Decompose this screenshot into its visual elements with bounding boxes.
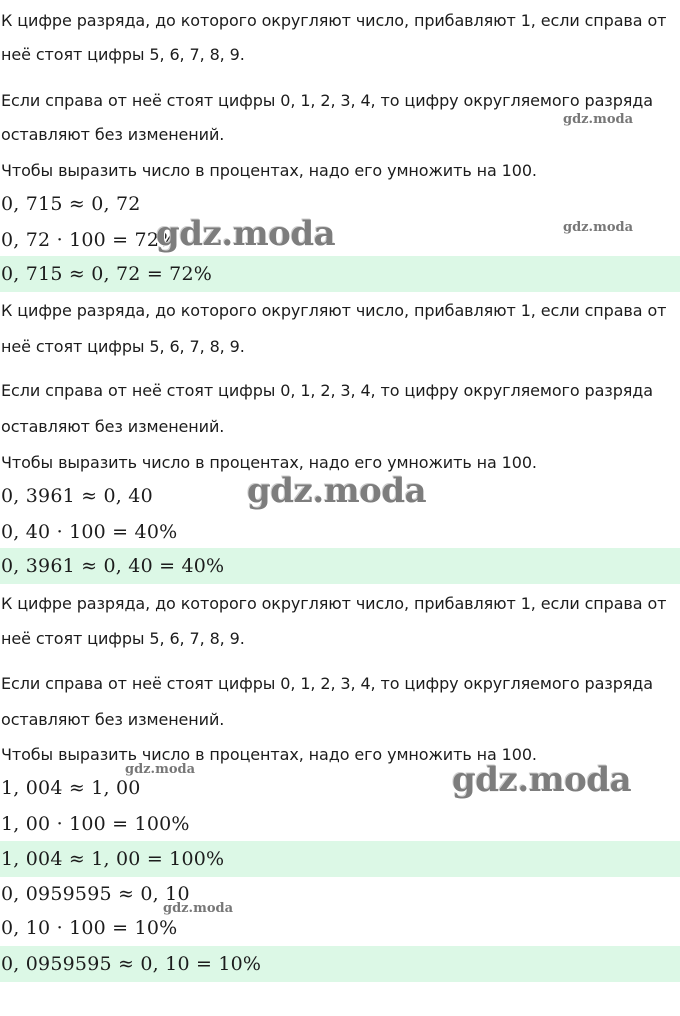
watermark-logo: gdz.moda xyxy=(563,220,634,235)
step-percent: 0, 72 · 100 = 72% xyxy=(1,229,178,251)
step-percent: 1, 00 · 100 = 100% xyxy=(1,813,190,835)
watermark-logo: gdz.moda xyxy=(563,112,634,127)
rule-percent: Чтобы выразить число в процентах, надо его умножить на 100. xyxy=(1,452,537,472)
rule-keep-line-2: оставляют без изменений. xyxy=(1,416,225,436)
rule-round-up-line-2: неё стоят цифры 5, 6, 7, 8, 9. xyxy=(1,336,245,356)
answer-row: 0, 3961 ≈ 0, 40 = 40% xyxy=(0,548,680,584)
step-rounding: 1, 004 ≈ 1, 00 xyxy=(1,777,141,799)
step-percent: 0, 10 · 100 = 10% xyxy=(1,917,178,939)
watermark-logo: gdz.moda xyxy=(156,214,336,254)
rule-percent: Чтобы выразить число в процентах, надо его умножить на 100. xyxy=(1,160,537,180)
rule-round-up-line-2: неё стоят цифры 5, 6, 7, 8, 9. xyxy=(1,44,245,64)
rule-percent: Чтобы выразить число в процентах, надо его умножить на 100. xyxy=(1,744,537,764)
step-rounding: 0, 715 ≈ 0, 72 xyxy=(1,193,141,215)
answer-row: 0, 0959595 ≈ 0, 10 = 10% xyxy=(0,946,680,982)
watermark-logo: gdz.moda xyxy=(247,471,427,511)
step-rounding: 0, 3961 ≈ 0, 40 xyxy=(1,485,153,507)
rule-keep-line-2: оставляют без изменений. xyxy=(1,124,225,144)
step-rounding: 0, 0959595 ≈ 0, 10 xyxy=(1,883,190,905)
rule-round-up-line-1: К цифре разряда, до которого округляют число, прибавляют 1, если справа от xyxy=(1,593,667,613)
rule-keep-line-1: Если справа от неё стоят цифры 0, 1, 2, 3, 4, то цифру округляемого разряда xyxy=(1,90,653,110)
watermark-logo: gdz.moda xyxy=(163,901,234,916)
rule-round-up-line-1: К цифре разряда, до которого округляют число, прибавляют 1, если справа от xyxy=(1,300,667,320)
answer-row: 1, 004 ≈ 1, 00 = 100% xyxy=(0,841,680,877)
watermark-logo: gdz.moda xyxy=(452,760,632,800)
rule-round-up-line-1: К цифре разряда, до которого округляют число, прибавляют 1, если справа от xyxy=(1,10,667,30)
rule-keep-line-1: Если справа от неё стоят цифры 0, 1, 2, 3, 4, то цифру округляемого разряда xyxy=(1,673,653,693)
watermark-logo: gdz.moda xyxy=(125,762,196,777)
rule-keep-line-1: Если справа от неё стоят цифры 0, 1, 2, 3, 4, то цифру округляемого разряда xyxy=(1,380,653,400)
answer-row: 0, 715 ≈ 0, 72 = 72% xyxy=(0,256,680,292)
rule-round-up-line-2: неё стоят цифры 5, 6, 7, 8, 9. xyxy=(1,628,245,648)
rule-keep-line-2: оставляют без изменений. xyxy=(1,709,225,729)
step-percent: 0, 40 · 100 = 40% xyxy=(1,521,178,543)
